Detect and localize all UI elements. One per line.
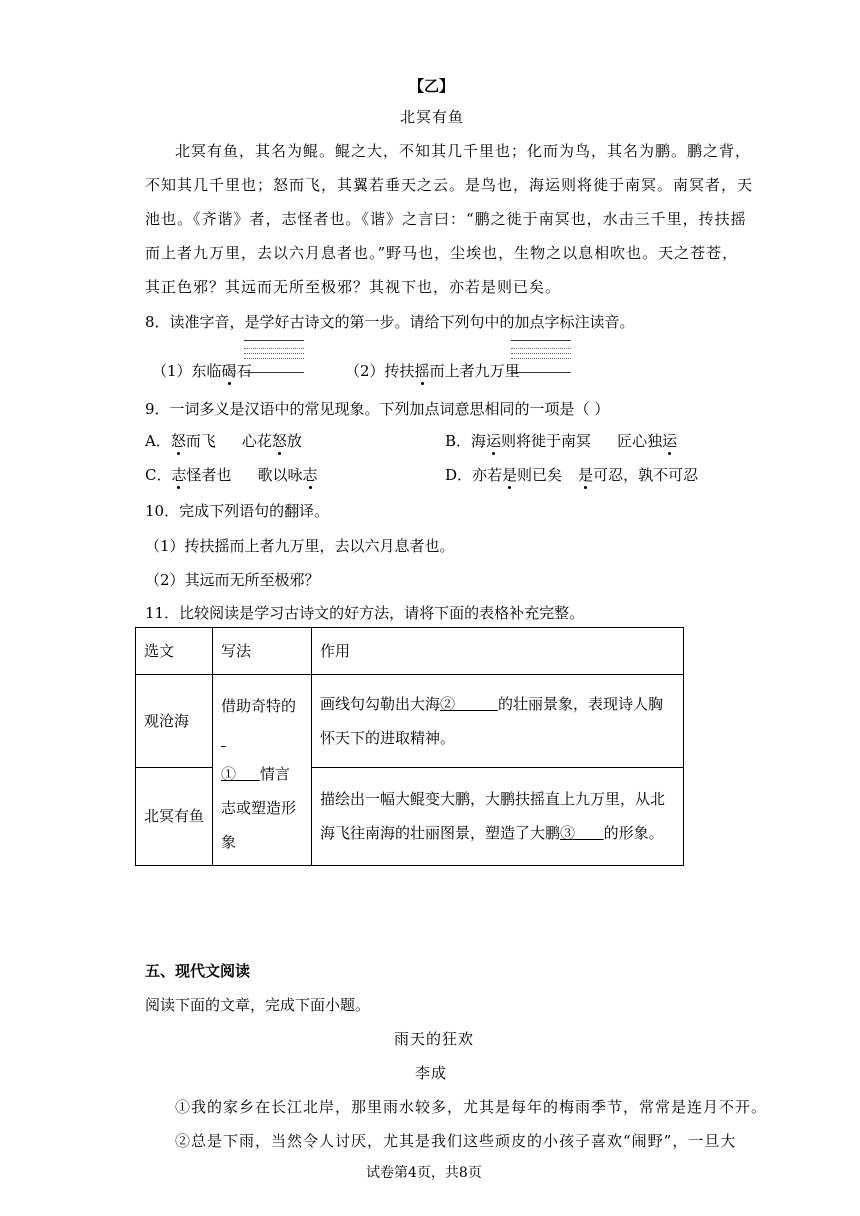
- answer-blank-1[interactable]: ①: [221, 765, 237, 783]
- question-10-sentence-1: （1）抟扶摇而上者九万里，去以六月息者也。: [145, 537, 455, 555]
- passage-label: 【乙】: [409, 77, 455, 95]
- table-cell-method: 借助奇特的 ① 情言志或塑造形象: [213, 675, 312, 866]
- page-footer: 试卷第4页，共8页: [366, 1165, 482, 1181]
- table-cell-text: 观沧海: [136, 675, 213, 768]
- table-header: 写法: [213, 628, 312, 675]
- table-header: 选文: [136, 628, 213, 675]
- question-10-stem: 10．完成下列语句的翻译。: [145, 502, 330, 520]
- passage-title: 北冥有鱼: [400, 108, 465, 126]
- comparison-table: [135, 627, 684, 866]
- table-cell-effect: 描绘出一幅大鲲变大鹏，大鹏扶摇直上九万里，从北海飞往南海的壮丽图景，塑造了大鹏③ 的形象。: [312, 767, 684, 865]
- passage-line-2: 不知其几千里也；怒而飞，其翼若垂天之云。是鸟也，海运则将徙于南冥。南冥者，天: [145, 176, 754, 194]
- passage-line-1: 北冥有鱼，其名为鲲。鲲之大，不知其几千里也；化而为鸟，其名为鹏。鹏之背，: [175, 142, 752, 160]
- option-c[interactable]: C．志怪者也 歌以咏志: [145, 466, 318, 484]
- question-8-item-1: （1）东临碣石: [152, 362, 252, 380]
- article-paragraph-1: ①我的家乡在长江北岸，那里雨水较多，尤其是每年的梅雨季节，常常是连月不开。: [175, 1098, 768, 1116]
- passage-line-3: 池也。《齐谐》者，志怪者也。《谐》之言曰：“鹏之徙于南冥也，水击三千里，抟扶摇: [145, 210, 747, 228]
- option-a[interactable]: A．怒而飞 心花怒放: [145, 432, 302, 450]
- answer-blank-2[interactable]: ②: [440, 694, 456, 713]
- table-cell-effect: 画线句勾勒出大海② 的壮丽景象，表现诗人胸怀天下的进取精神。: [312, 675, 684, 768]
- question-9-stem: 9．一词多义是汉语中的常见现象。下列加点词意思相同的一项是（ ）: [145, 400, 610, 418]
- answer-blank-3[interactable]: ③: [560, 824, 576, 843]
- article-author: 李成: [415, 1064, 448, 1082]
- option-b[interactable]: B．海运则将徙于南冥 匠心独运: [445, 432, 678, 450]
- table-header: 作用: [312, 628, 684, 675]
- pinyin-blank-2[interactable]: [511, 340, 571, 374]
- table-cell-text: 北冥有鱼: [136, 767, 213, 865]
- pinyin-blank-1[interactable]: [244, 340, 304, 374]
- question-8-stem: 8．读准字音，是学好古诗文的第一步。请给下列句中的加点字标注读音。: [145, 313, 635, 331]
- dotted-char: 摇: [414, 362, 430, 380]
- passage-line-4: 而上者九万里，去以六月息者也。”野马也，尘埃也，生物之以息相吹也。天之苍苍，: [145, 244, 739, 262]
- passage-line-5: 其正色邪？其远而无所至极邪？其视下也，亦若是则已矣。: [145, 278, 562, 296]
- section-heading: 五、现代文阅读: [145, 962, 251, 980]
- question-8-item-2: （2）抟扶摇而上者九万里: [345, 362, 520, 380]
- article-title: 雨天的狂欢: [394, 1030, 475, 1048]
- dotted-char: 碣: [221, 362, 237, 380]
- option-d[interactable]: D．亦若是则已矣 是可忍，孰不可忍: [445, 466, 699, 484]
- question-11-stem: 11．比较阅读是学习古诗文的好方法，请将下面的表格补充完整。: [145, 604, 585, 622]
- article-paragraph-2: ②总是下雨，当然令人讨厌，尤其是我们这些顽皮的小孩子喜欢“闹野”，一旦大: [175, 1132, 737, 1150]
- section-instruction: 阅读下面的文章，完成下面小题。: [145, 996, 371, 1014]
- question-10-sentence-2: （2）其远而无所至极邪？: [145, 571, 320, 589]
